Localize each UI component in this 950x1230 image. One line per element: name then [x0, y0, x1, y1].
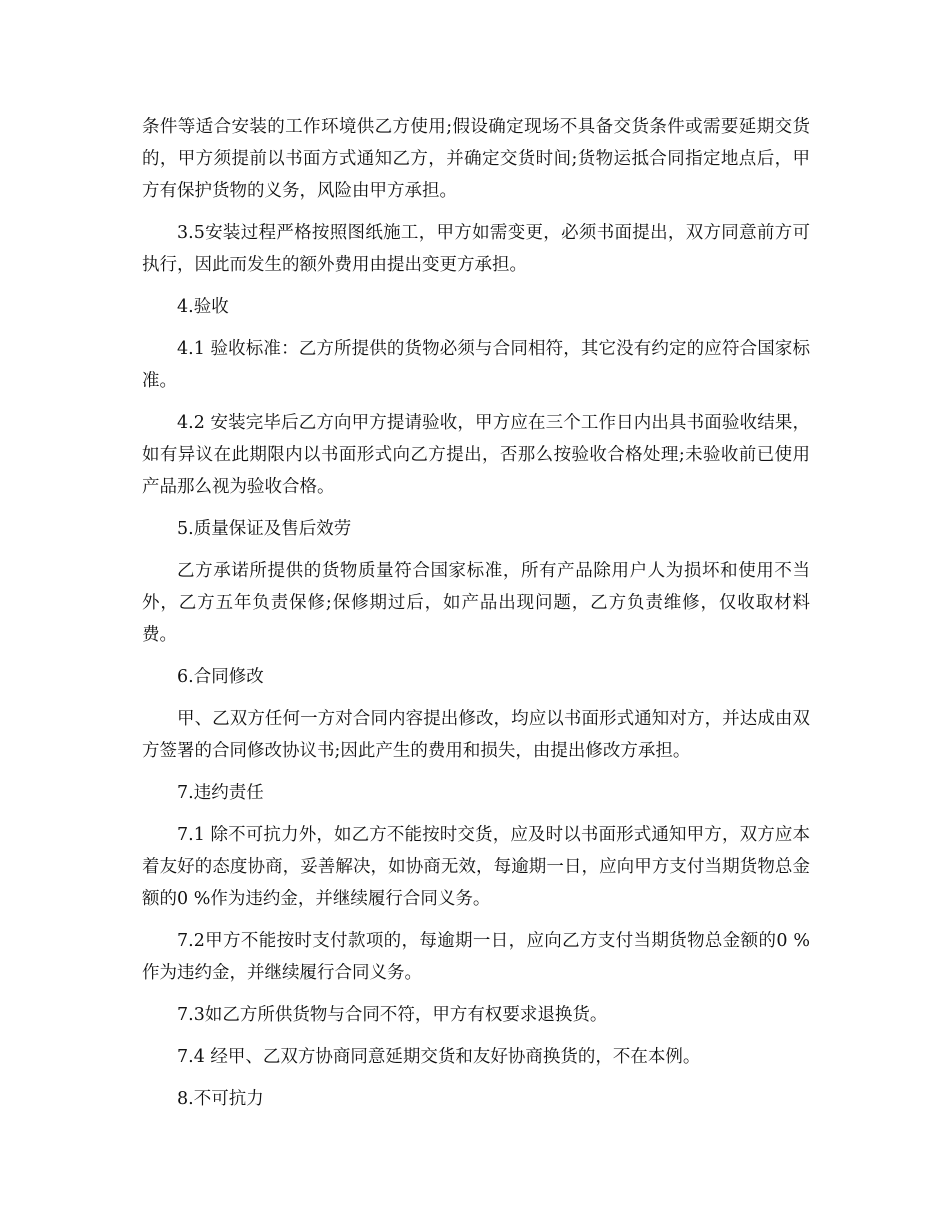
paragraph-7-2: 7.2甲方不能按时支付款项的，每逾期一日，应向乙方支付当期货物总金额的0 %作为违约金，并继续履行合同义务。: [142, 931, 810, 983]
paragraph-7-3: 7.3如乙方所供货物与合同不符，甲方有权要求退换货。: [177, 1005, 608, 1025]
heading-4-acceptance: 4.验收: [177, 297, 229, 317]
document-body: [142, 111, 810, 1125]
heading-5-warranty: 5.质量保证及售后效劳: [177, 519, 352, 539]
paragraph-7-1: 7.1 除不可抗力外，如乙方不能按时交货，应及时以书面形式通知甲方，双方应本着友好的态度协商，妥善解决，如协商无效，每逾期一日，应向甲方支付当期货物总金额的0 %作为违约金，并继续履行合同义务。: [142, 825, 810, 909]
paragraph-4-2: 4.2 安装完毕后乙方向甲方提请验收，甲方应在三个工作日内出具书面验收结果，如有异议在此期限内以书面形式向乙方提出，否那么按验收合格处理;未验收前已使用产品那么视为验收合格。: [142, 413, 810, 497]
paragraph-site-conditions: 条件等适合安装的工作环境供乙方使用;假设确定现场不具备交货条件或需要延期交货的，甲方须提前以书面方式通知乙方，并确定交货时间;货物运抵合同指定地点后，甲方有保护货物的义务，风险由甲方承担。: [142, 117, 810, 201]
paragraph-6-body: 甲、乙双方任何一方对合同内容提出修改，均应以书面形式通知对方，并达成由双方签署的合同修改协议书;因此产生的费用和损失，由提出修改方承担。: [142, 709, 810, 761]
paragraph-7-4: 7.4 经甲、乙双方协商同意延期交货和友好协商换货的，不在本例。: [177, 1047, 701, 1067]
paragraph-3-5: 3.5安装过程严格按照图纸施工，甲方如需变更，必须书面提出，双方同意前方可执行，因此而发生的额外费用由提出变更方承担。: [142, 223, 810, 275]
heading-7-liability: 7.违约责任: [177, 783, 264, 803]
paragraph-5-body: 乙方承诺所提供的货物质量符合国家标准，所有产品除用户人为损坏和使用不当外，乙方五年负责保修;保修期过后，如产品出现问题，乙方负责维修，仅收取材料费。: [142, 561, 810, 645]
heading-6-amendment: 6.合同修改: [177, 667, 264, 687]
paragraph-4-1: 4.1 验收标准：乙方所提供的货物必须与合同相符，其它没有约定的应符合国家标准。: [142, 339, 810, 391]
heading-8-force-majeure: 8.不可抗力: [177, 1089, 264, 1109]
